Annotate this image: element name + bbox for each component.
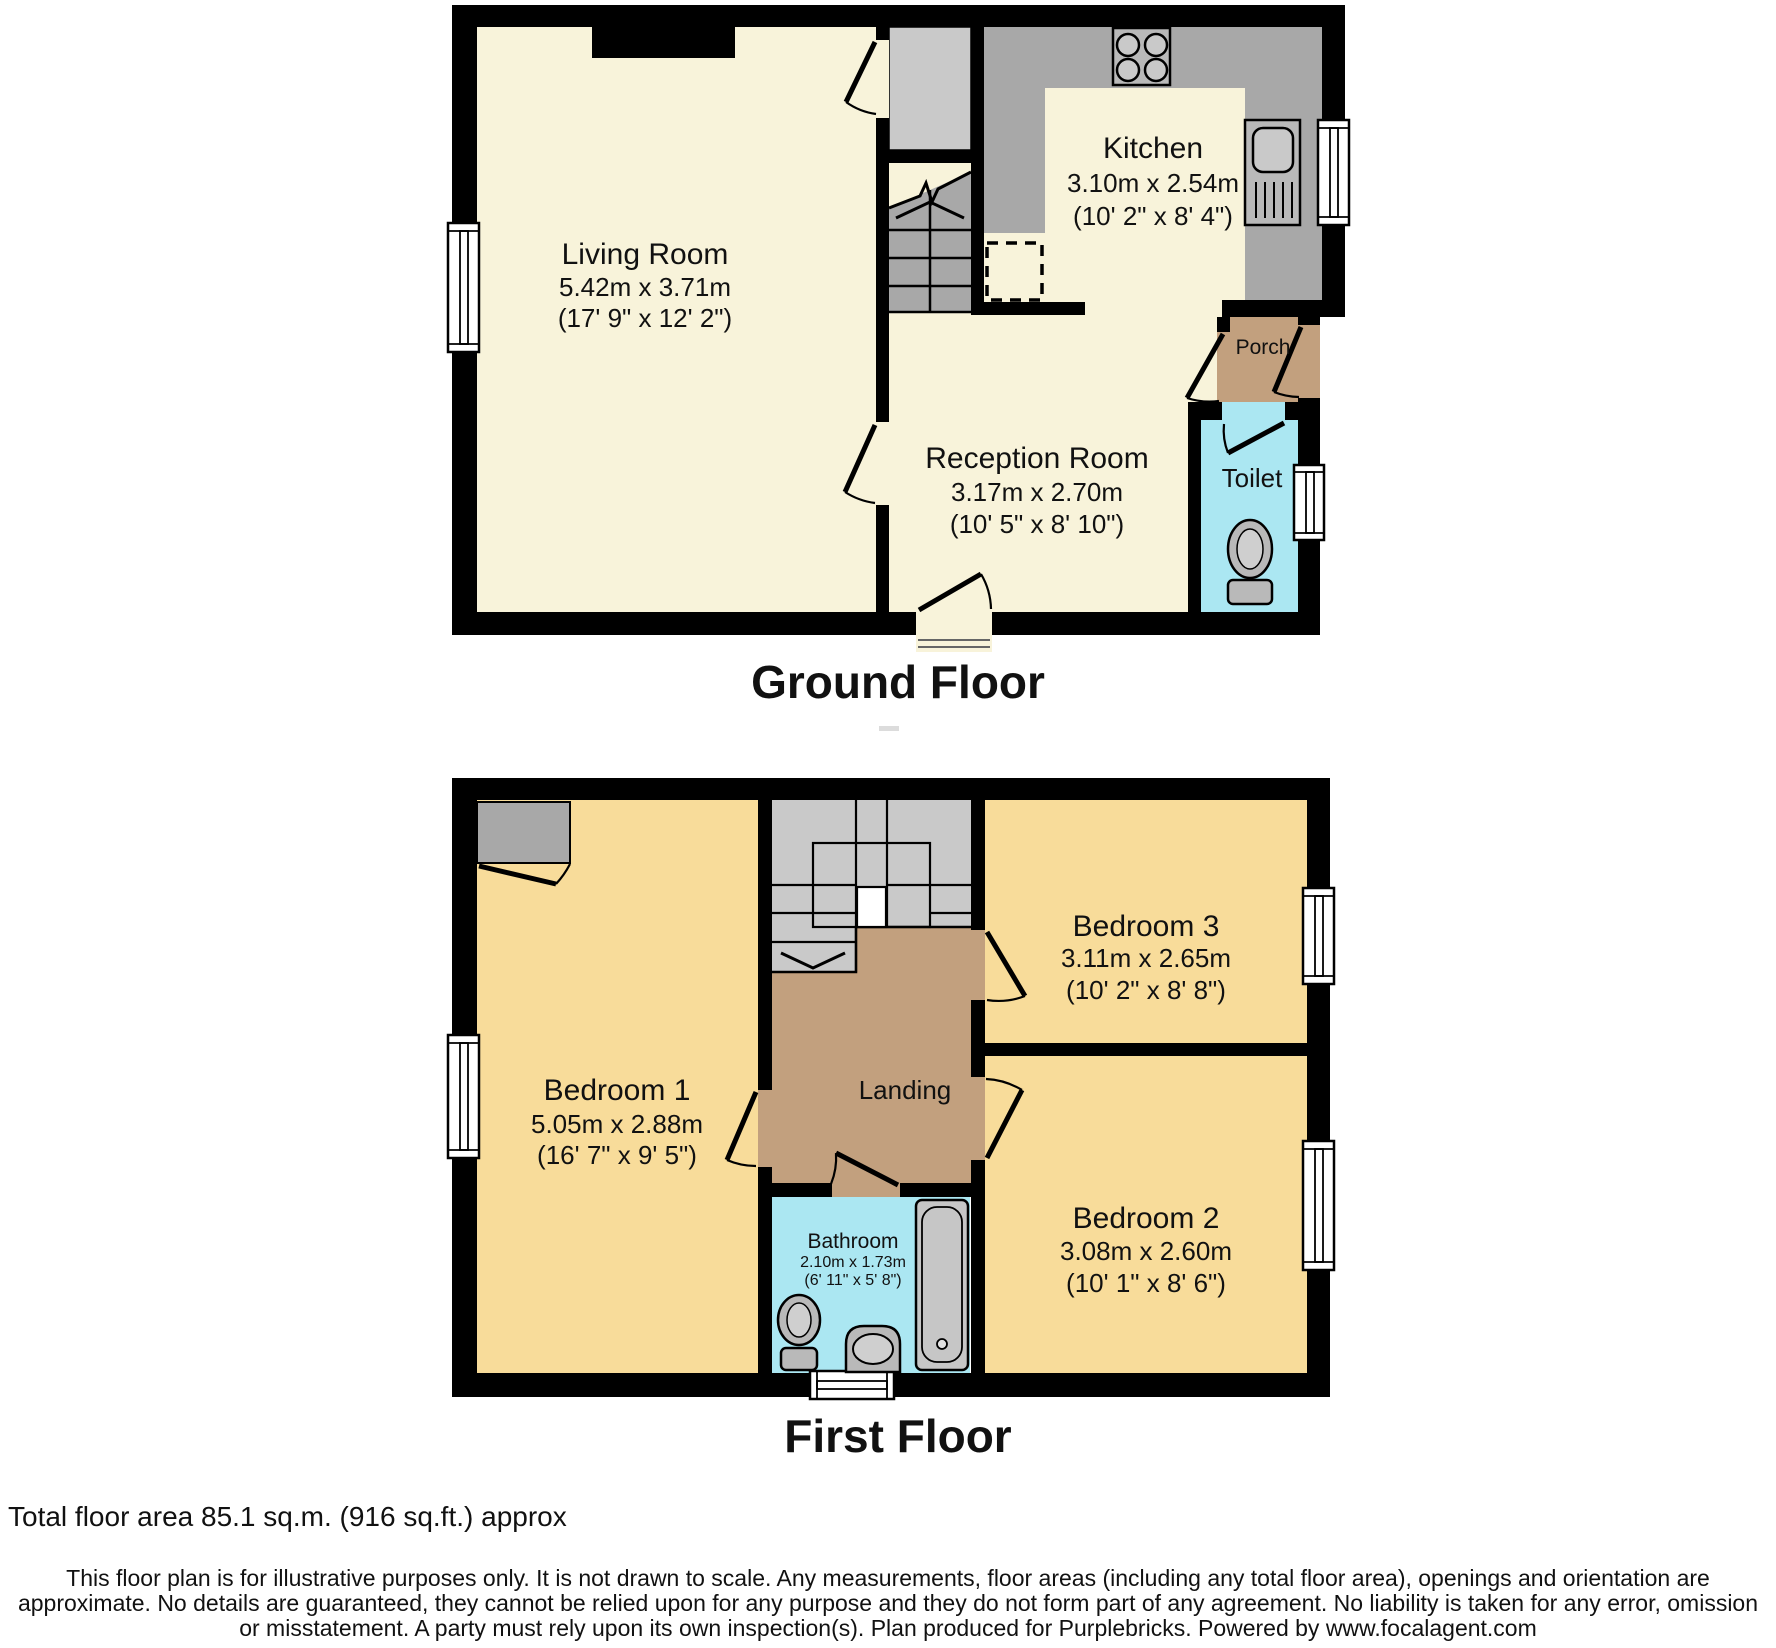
room-dims-metric-living-room: 5.42m x 3.71m bbox=[559, 272, 731, 302]
room-dims-imperial-reception-room: (10' 5" x 8' 10") bbox=[949, 509, 1125, 539]
footer bbox=[8, 1501, 1758, 1641]
kitchen-counter-left bbox=[984, 27, 1045, 233]
room-label-bathroom: Bathroom bbox=[807, 1230, 899, 1253]
room-dims-imperial-bedroom-2: (10' 1" x 8' 6") bbox=[1066, 1268, 1226, 1298]
room-label-bedroom-1: Bedroom 1 bbox=[543, 1074, 691, 1107]
disclaimer-line-3: or misstatement. A party must rely upon its own inspection(s). Plan produced for Purplebricks. Powered by www.focalagent.com bbox=[239, 1615, 1537, 1641]
room-dims-metric-bedroom-3: 3.11m x 2.65m bbox=[1060, 943, 1232, 973]
hob-icon bbox=[1113, 28, 1170, 85]
window-icon bbox=[1294, 465, 1324, 540]
door-opening bbox=[971, 1077, 985, 1160]
disclaimer-line-2: approximate. No details are guaranteed, they cannot be relied upon for any purpose and they do not form part of any agreement. No liability is taken for any error, omission bbox=[17, 1590, 1759, 1616]
first-floor-plan bbox=[448, 778, 1334, 1462]
total-floor-area: Total floor area 85.1 sq.m. (916 sq.ft.) approx bbox=[8, 1501, 567, 1532]
window-icon bbox=[448, 1035, 479, 1158]
door-opening bbox=[832, 1183, 900, 1197]
room-dims-metric-bedroom-2: 3.08m x 2.60m bbox=[1060, 1236, 1232, 1266]
door-opening bbox=[758, 1090, 772, 1167]
toilet-icon bbox=[778, 1295, 820, 1370]
door-opening bbox=[1222, 402, 1285, 420]
room-label-porch: Porch bbox=[1235, 336, 1291, 359]
room-label-kitchen: Kitchen bbox=[1102, 132, 1204, 165]
kitchen-lobby-floor bbox=[1085, 300, 1222, 402]
room-label-living-room: Living Room bbox=[561, 238, 729, 271]
room-label-landing: Landing bbox=[858, 1075, 952, 1105]
door-opening bbox=[1298, 325, 1320, 398]
hall-cupboard bbox=[889, 27, 971, 150]
window-icon bbox=[810, 1371, 894, 1399]
window-icon bbox=[1303, 1141, 1334, 1270]
room-dims-metric-reception-room: 3.17m x 2.70m bbox=[951, 477, 1123, 507]
window-icon bbox=[1318, 120, 1349, 225]
room-dims-imperial-living-room: (17' 9" x 12' 2") bbox=[557, 303, 733, 333]
disclaimer-line-1: This floor plan is for illustrative purposes only. It is not drawn to scale. Any measurements, floor areas (including any total floor area), openings and orientation are bbox=[66, 1565, 1710, 1591]
fold-mark bbox=[879, 726, 899, 731]
room-label-bedroom-3: Bedroom 3 bbox=[1072, 910, 1220, 943]
toilet-icon bbox=[1228, 520, 1272, 604]
window-icon bbox=[448, 223, 479, 352]
window-icon bbox=[1303, 888, 1334, 984]
room-dims-metric-bathroom: 2.10m x 1.73m bbox=[800, 1254, 906, 1271]
kitchen-sink-icon bbox=[1245, 120, 1300, 225]
room-dims-imperial-bedroom-3: (10' 2" x 8' 8") bbox=[1066, 975, 1226, 1005]
ground-floor-plan bbox=[448, 5, 1349, 708]
room-label-bedroom-2: Bedroom 2 bbox=[1072, 1202, 1220, 1235]
basin-icon bbox=[846, 1326, 900, 1372]
room-label-toilet: Toilet bbox=[1221, 463, 1283, 493]
door-opening bbox=[971, 930, 985, 1000]
bathtub-icon bbox=[916, 1200, 968, 1370]
room-dims-imperial-bedroom-1: (16' 7" x 9' 5") bbox=[537, 1140, 697, 1170]
chimney-breast bbox=[592, 27, 735, 58]
room-dims-metric-kitchen: 3.10m x 2.54m bbox=[1067, 168, 1239, 198]
ground-floor-title: Ground Floor bbox=[751, 656, 1045, 708]
door-opening bbox=[876, 422, 889, 505]
door-opening bbox=[876, 40, 889, 118]
room-label-reception-room: Reception Room bbox=[925, 442, 1149, 475]
room-dims-imperial-kitchen: (10' 2" x 8' 4") bbox=[1073, 201, 1233, 231]
room-dims-metric-bedroom-1: 5.05m x 2.88m bbox=[531, 1109, 703, 1139]
first-floor-title: First Floor bbox=[784, 1410, 1012, 1462]
room-dims-imperial-bathroom: (6' 11" x 5' 8") bbox=[804, 1272, 902, 1289]
